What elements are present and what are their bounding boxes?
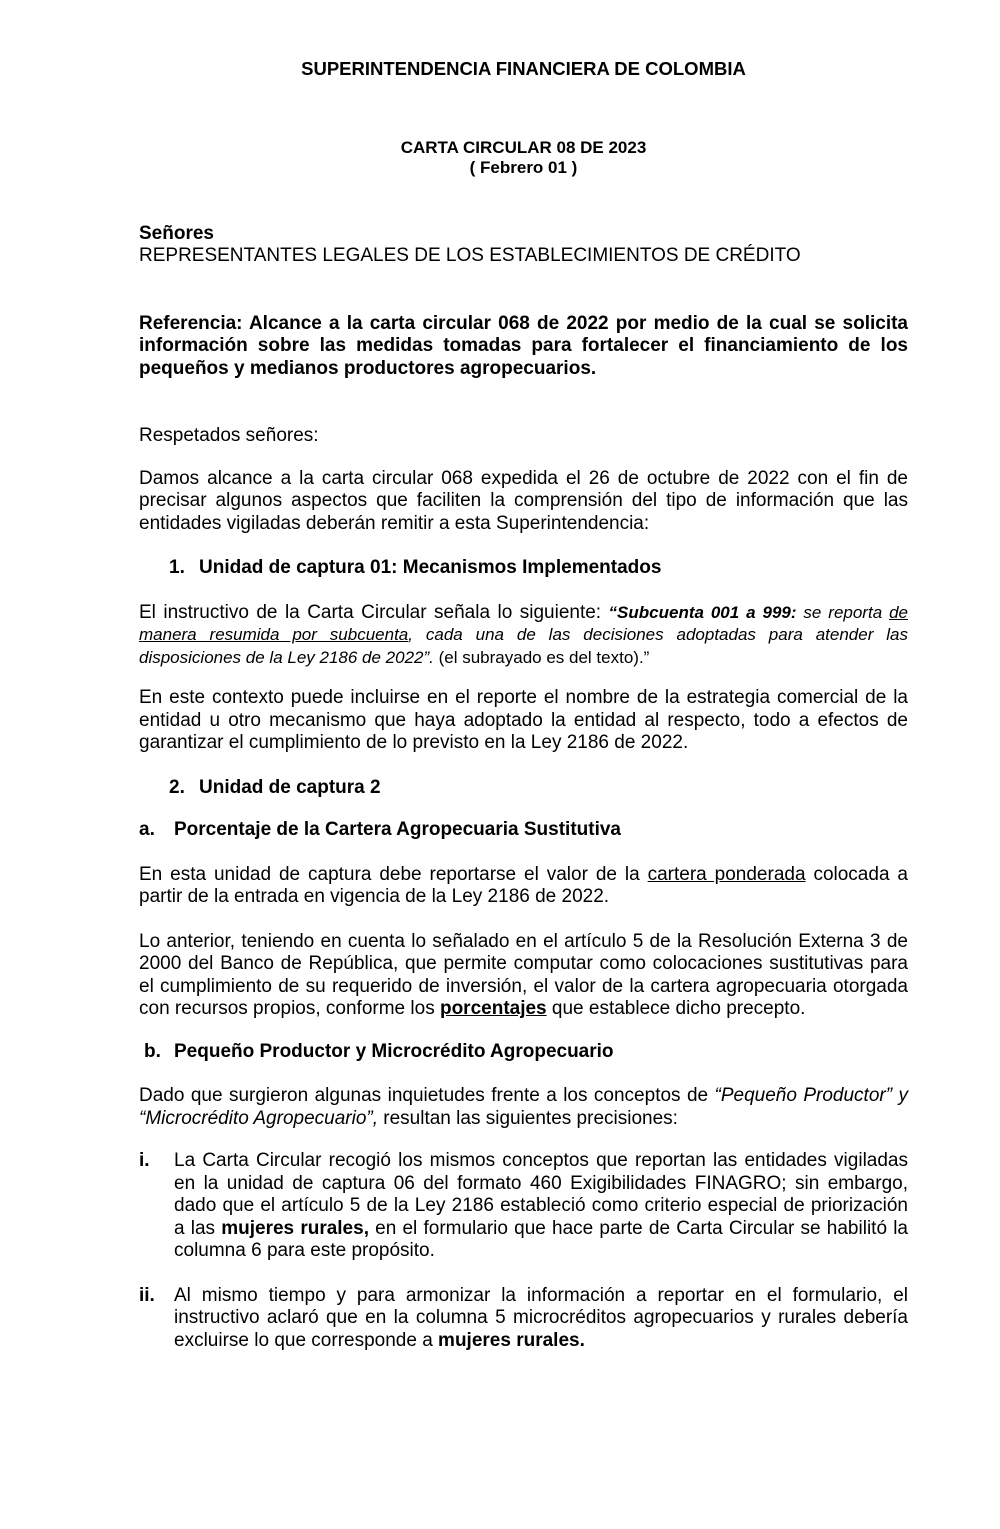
quote-text-b: , cada una de las decisiones adoptadas para atender las disposiciones de la Ley 2186 de 2022”. [139, 625, 908, 667]
carta-title: CARTA CIRCULAR 08 DE 2023 [400, 137, 647, 157]
text-span: La Carta Circular recogió los mismos conceptos que reportan las entidades vigiladas en la unidad de captura 06 del formato 460 Exigibilidades FINAGRO; sin embargo, dado que el artículo 5 de la Ley 2186 estableció como criterio especial de priorización a las [174, 1150, 908, 1239]
salutation: Señores [139, 222, 214, 244]
cartera-ponderada: cartera ponderada [647, 863, 806, 885]
carta-date: ( Febrero 01 ) [469, 157, 578, 177]
list-item [139, 1285, 908, 1353]
text-span: en el formulario que hace parte de Carta Circular se habilitó la columna 6 para este propósito. [174, 1217, 908, 1261]
mujeres-rurales: mujeres rurales. [438, 1329, 585, 1351]
list-numeral: i. [139, 1150, 150, 1171]
quote-underlined: de manera resumida por subcuenta [139, 602, 908, 644]
addressee: REPRESENTANTES LEGALES DE LOS ESTABLECIMIENTOS DE CRÉDITO [139, 245, 801, 266]
section-2-heading [139, 777, 908, 800]
subsection-a-title: Porcentaje de la Cartera Agropecuaria Sustitutiva [174, 819, 622, 840]
subsection-a-letter: a. [139, 819, 155, 840]
subsection-b-paragraph-1 [139, 1085, 908, 1130]
text-span: que establece dicho precepto. [546, 998, 806, 1019]
text-span: Dado que surgieron algunas inquietudes frente a los conceptos de [139, 1085, 715, 1106]
section-1-paragraph-1 [139, 602, 908, 670]
opening-line: Respetados señores: [139, 425, 319, 446]
text-span: Al mismo tiempo y para armonizar la información a reportar en el formulario, el instructivo aclaró que en la columna 5 microcréditos agropecuarios y rurales debería excluirse lo que corresponde a [174, 1284, 908, 1351]
list-text [174, 1285, 908, 1353]
section-2-number: 2. [169, 776, 185, 798]
section-1-title: Unidad de captura 01: Mecanismos Implementados [199, 557, 662, 578]
greeting-block [139, 223, 908, 268]
quote-tail: (el subrayado es del texto).” [433, 647, 650, 667]
section-2-title: Unidad de captura 2 [199, 776, 381, 798]
concepts-italic: “Pequeño Productor” y “Microcrédito Agropecuario”, [139, 1085, 908, 1129]
subsection-a-paragraph-1 [139, 864, 908, 909]
text-span: resultan las siguientes precisiones: [378, 1107, 678, 1129]
subsection-b-title: Pequeño Productor y Microcrédito Agropecuario [174, 1040, 614, 1062]
quote-subcuenta: “Subcuenta 001 a 999: [608, 602, 797, 622]
text-span: colocada a partir de la entrada en vigencia de la Ley 2186 de 2022. [139, 863, 908, 907]
list-numeral: ii. [139, 1284, 155, 1306]
organization-heading: SUPERINTENDENCIA FINANCIERA DE COLOMBIA [301, 58, 746, 79]
mujeres-rurales: mujeres rurales, [221, 1217, 369, 1239]
list-text [174, 1150, 908, 1263]
text-span: Lo anterior, teniendo en cuenta lo señalado en el artículo 5 de la Resolución Externa 3 de 2000 del Banco de República, que permite computar como colocaciones sustitutivas para el cumplimiento de su requerido de inversión, el valor de la cartera agropecuaria otorgada con recursos propios, conforme los [139, 930, 908, 1019]
section-1-number: 1. [169, 557, 185, 578]
quote-text-a: se reporta [796, 602, 890, 622]
reference-paragraph: Referencia: Alcance a la carta circular 068 de 2022 por medio de la cual se solicita información sobre las medidas tomadas para fortalecer el financiamiento de los pequeños y medianos productores agropecuarios. [139, 312, 908, 379]
porcentajes: porcentajes [439, 998, 547, 1019]
subsection-a-paragraph-2 [139, 931, 908, 1021]
section-1-paragraph-2: En este contexto puede incluirse en el reporte el nombre de la estrategia comercial de la entidad u otro mecanismo que haya adoptado la entidad al respecto, todo a efectos de garantizar el cumplimiento de lo previsto en la Ley 2186 de 2022. [139, 687, 908, 753]
section-1-heading [139, 557, 908, 580]
intro-paragraph: Damos alcance a la carta circular 068 expedida el 26 de octubre de 2022 con el fin de precisar algunos aspectos que faciliten la comprensión del tipo de información que las entidades vigiladas deberán remitir a esta Superintendencia: [139, 467, 908, 534]
text-span: En esta unidad de captura debe reportarse el valor de la [139, 863, 648, 885]
list-item [139, 1150, 908, 1263]
subsection-b-heading [139, 1041, 908, 1064]
instructivo-lead: El instructivo de la Carta Circular señala lo siguiente: [139, 601, 609, 623]
subsection-b-letter: b. [144, 1040, 161, 1062]
subsection-a-heading [139, 819, 908, 842]
